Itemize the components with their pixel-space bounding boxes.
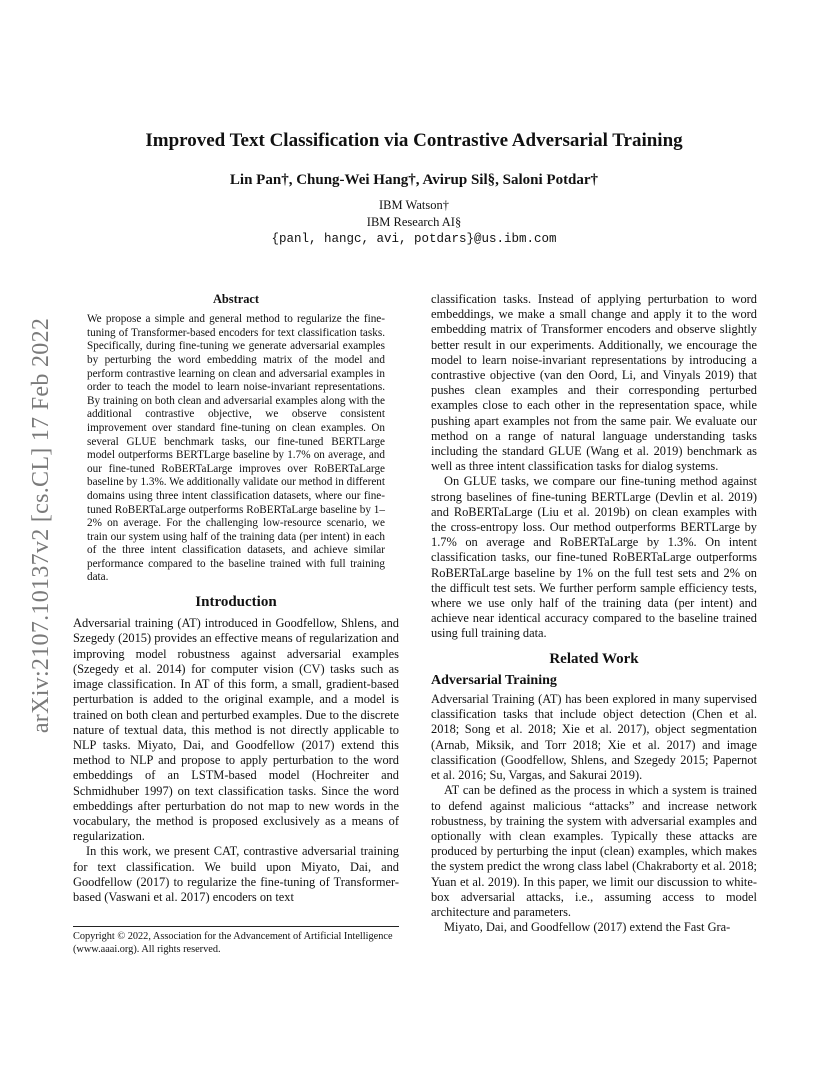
arxiv-identifier (22, 290, 62, 760)
abstract-body (73, 313, 399, 585)
affiliation-watson: IBM Watson† (379, 198, 449, 212)
author-list: Lin Pan†, Chung-Wei Hang†, Avirup Sil§, Saloni Potdar† (229, 172, 599, 188)
arxiv-id-text: arXiv:2107.10137v2 [cs.CL] 17 Feb 2022 (28, 317, 55, 733)
intro-paragraph-1: Adversarial training (AT) introduced in Goodfellow, Shlens, and Szegedy (2015) provides an effective means of regularization and improving model robustness against adversarial examples (Szegedy et al. 2014) for computer vision (CV) tasks such as image classification. In AT of this form, a small, gradient-based perturbation is added to the original example, and a model is trained on both clean and perturbed examples. Due to the discrete nature of textual data, this method is not directly applicable to NLP tasks. Miyato, Dai, and Goodfellow (2017) extend this method to NLP and propose to apply perturbation to the word embeddings of an LSTM-based model (Hochreiter and Schmidhuber 1997) on text classification tasks. Since the word embeddings after perturbation do not map to new words in the vocabulary, the method is proposed exclusively as a means of regularization. (73, 616, 399, 844)
related-paragraph-3: Miyato, Dai, and Goodfellow (2017) extend the Fast Gra- (444, 920, 731, 935)
intro-paragraph-2: In this work, we present CAT, contrastive adversarial training for text classification. We build upon Miyato, Dai, and Goodfellow (2017) to regularize the fine-tuning of Transformer-based (Vaswani et al. 2017) encoders on text (73, 844, 399, 904)
introduction-heading: Introduction (195, 594, 277, 611)
intro-paragraph-4: On GLUE tasks, we compare our fine-tuning method against strong baselines of fine-tuning BERTLarge (Devlin et al. 2019) and RoBERTaLarge (Liu et al. 2019b) on clean examples with the cross-entropy loss. Our method outperforms BERTLarge by 1.7% on average and RoBERTaLarge by 1.3%. On intent classification tasks, our fine-tuned RoBERTaLarge outperforms RoBERTaLarge baseline by 1% on the full test sets and 2% on the difficult test sets. We further perform sample efficiency tests, where we use only half of the training data (per intent) and achieve near identical accuracy compared to the baseline trained using full training data. (431, 474, 757, 641)
affiliation-research: IBM Research AI§ (366, 215, 462, 229)
right-column (431, 292, 757, 935)
left-column (73, 292, 399, 905)
copyright-footnote: Copyright © 2022, Association for the Advancement of Artificial Intelligence (www.aaai.org). All rights reserved. (73, 926, 399, 956)
abstract-heading: Abstract (212, 292, 260, 306)
abstract-text: We propose a simple and general method to regularize the fine-tuning of Transformer-based encoders for text classification tasks. Specifically, during fine-tuning we generate adversarial examples by perturbing the word embedding matrix of the model and perform contrastive learning on clean and adversarial examples in order to teach the model to learn noise-invariant representations. By training on both clean and adversarial examples along with the additional contrastive objective, we observe consistent improvement over standard fine-tuning on clean examples. On several GLUE benchmark tasks, our fine-tuned BERTLarge model outperforms BERTLarge baseline by 1.7% on average, and our fine-tuned RoBERTaLarge improves over RoBERTaLarge baseline by 1.3%. We additionally validate our method in different domains using three intent classification datasets, where our fine-tuned RoBERTaLarge outperforms RoBERTaLarge baseline by 1–2% on average. For the challenging low-resource scenario, we train our system using half of the training data (per intent) in each of the three intent classification datasets, and achieve similar performance compared to the baseline trained with full training data. (87, 313, 385, 584)
author-emails: {panl, hangc, avi, potdars}@us.ibm.com (271, 232, 557, 246)
related-paragraph-2: AT can be defined as the process in which a system is trained to defend against malicious “attacks” and increase network robustness, by training the system with adversarial examples and optionally with clean examples. Typically these attacks are produced by perturbing the input (clean) examples, which makes the system predict the wrong class label (Chakraborty et al. 2018; Yuan et al. 2019). In this paper, we limit our discussion to white-box adversarial attacks, i.e., assuming access to model architecture and parameters. (431, 783, 757, 919)
paper-title: Improved Text Classification via Contrastive Adversarial Training (145, 130, 683, 151)
affiliations (0, 197, 828, 248)
related-work-heading: Related Work (549, 650, 639, 667)
intro-paragraph-3: classification tasks. Instead of applying perturbation to word embeddings, we make a small change and apply it to the word embedding matrix of Transformer encoders and observe slightly better result in our experiments. Additionally, we encourage the model to learn noise-invariant representations by introducing a contrastive objective (van den Oord, Li, and Vinyals 2019) that pushes clean examples and their corresponding perturbed examples close to each other in the representation space, while pushing apart examples not from the same pair. We evaluate our method on a range of natural language understanding tasks including the standard GLUE (Wang et al. 2019) benchmark as well as three intent classification tasks for dialog systems. (431, 292, 757, 474)
adversarial-training-subheading: Adversarial Training (431, 672, 557, 688)
related-paragraph-1: Adversarial Training (AT) has been explored in many supervised classification tasks that include object detection (Chen et al. 2018; Song et al. 2018; Xie et al. 2017), object segmentation (Arnab, Miksik, and Torr 2018; Xie et al. 2017) and image classification (Goodfellow, Shlens, and Szegedy 2015; Papernot et al. 2016; Su, Vargas, and Sakurai 2019). (431, 692, 757, 783)
